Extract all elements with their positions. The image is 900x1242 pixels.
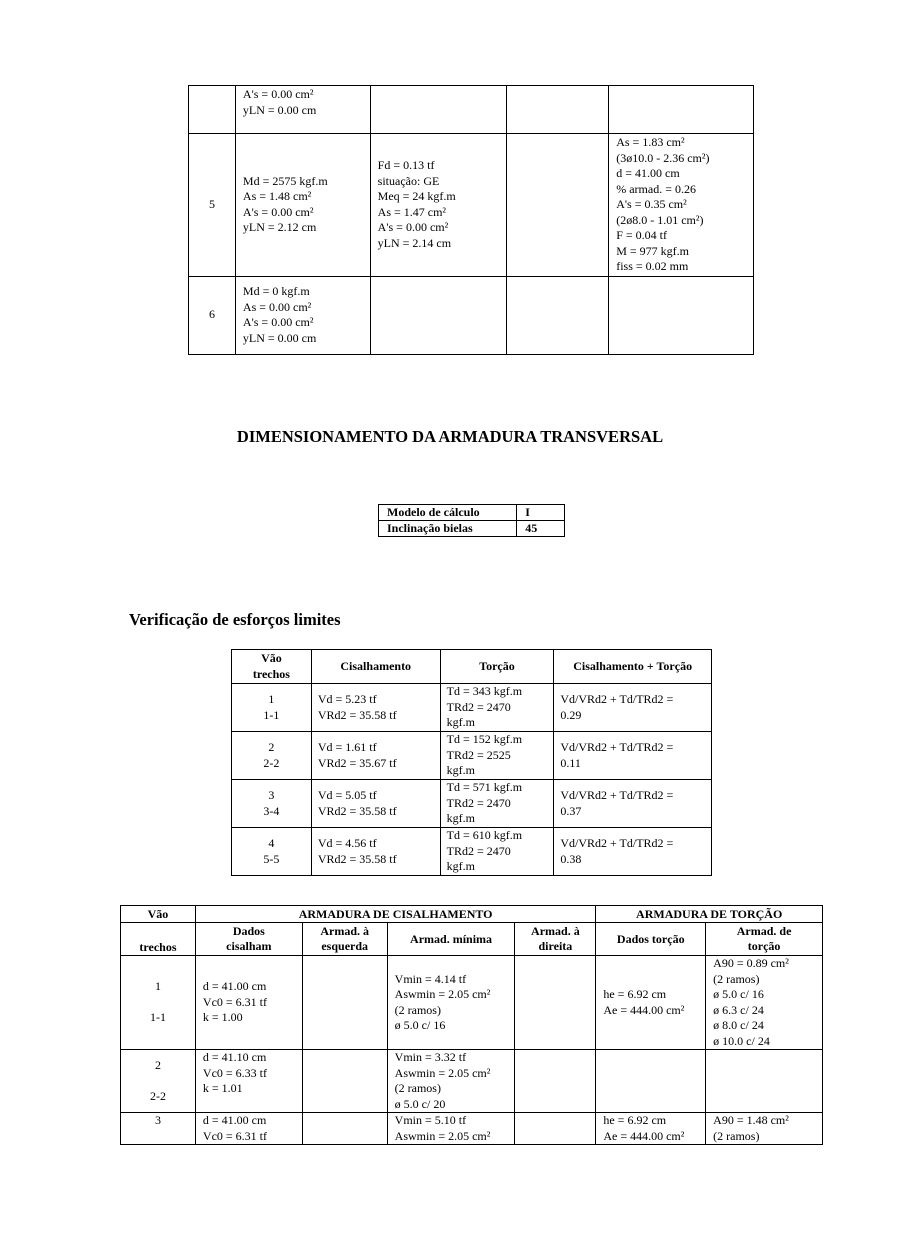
span-header: Vão trechos <box>232 650 312 684</box>
span-header-top: Vão <box>121 906 196 923</box>
table-row <box>379 521 565 537</box>
combined-cell: Vd/VRd2 + Td/TRd2 = 0.11 <box>554 732 712 780</box>
table-row <box>189 134 754 277</box>
table-row <box>232 684 712 732</box>
table-row <box>189 86 754 134</box>
design-moment-cell: A's = 0.00 cm² yLN = 0.00 cm <box>235 86 370 134</box>
limit-forces-table <box>231 649 712 876</box>
torsion-reinf-cell <box>706 1050 823 1113</box>
span-cell: 3 <box>121 1113 196 1145</box>
left-reinf-cell <box>302 1050 387 1113</box>
span-number: 6 <box>189 276 236 354</box>
flexo-compression-cell: Fd = 0.13 tf situação: GE Meq = 24 kgf.m As = 1.47 cm² A's = 0.00 cm² yLN = 2.14 cm <box>370 134 507 277</box>
torsion-reinf-cell: A90 = 1.48 cm² (2 ramos) <box>706 1113 823 1145</box>
strut-angle-value: 45 <box>517 521 565 537</box>
table-row <box>121 1113 823 1145</box>
shear-data-cell: d = 41.00 cm Vc0 = 6.31 tf k = 1.00 <box>195 956 302 1050</box>
combined-cell: Vd/VRd2 + Td/TRd2 = 0.29 <box>554 684 712 732</box>
shear-torsion-reinforcement-table <box>120 905 823 1145</box>
left-reinf-cell <box>302 1113 387 1145</box>
torsion-cell: Td = 343 kgf.m TRd2 = 2470 kgf.m <box>440 684 554 732</box>
model-value: I <box>517 505 565 521</box>
model-table <box>378 504 565 537</box>
shear-cell: Vd = 1.61 tf VRd2 = 35.67 tf <box>311 732 440 780</box>
shear-data-cell: d = 41.00 cm Vc0 = 6.31 tf <box>195 1113 302 1145</box>
design-moment-cell: Md = 2575 kgf.m As = 1.48 cm² A's = 0.00 cm² yLN = 2.12 cm <box>235 134 370 277</box>
span-number: 5 <box>189 134 236 277</box>
reinforcement-cell: As = 1.83 cm² (3ø10.0 - 2.36 cm²) d = 41.00 cm % armad. = 0.26 A's = 0.35 cm² (2ø8.0 - 1.01 cm²) F = 0.04 tf M = 977 kgf.m fiss = 0.02 mm <box>609 134 754 277</box>
span-number <box>189 86 236 134</box>
min-reinf-cell: Vmin = 3.32 tf Aswmin = 2.05 cm² (2 ramos) ø 5.0 c/ 20 <box>387 1050 515 1113</box>
right-reinf-cell <box>515 956 596 1050</box>
torsion-data-cell: he = 6.92 cm Ae = 444.00 cm² <box>596 1113 706 1145</box>
table-row <box>189 276 754 354</box>
torsion-group-header: ARMADURA DE TORÇÃO <box>596 906 823 923</box>
torsion-data-header: Dados torção <box>596 923 706 956</box>
table-row <box>232 732 712 780</box>
torsion-data-cell: he = 6.92 cm Ae = 444.00 cm² <box>596 956 706 1050</box>
torsion-reinf-cell: A90 = 0.89 cm² (2 ramos) ø 5.0 c/ 16 ø 6.3 c/ 24 ø 8.0 c/ 24 ø 10.0 c/ 24 <box>706 956 823 1050</box>
section-title: DIMENSIONAMENTO DA ARMADURA TRANSVERSAL <box>236 427 664 446</box>
flexo-compression-cell <box>370 276 507 354</box>
torsion-cell: Td = 571 kgf.m TRd2 = 2470 kgf.m <box>440 780 554 828</box>
combined-header: Cisalhamento + Torção <box>554 650 712 684</box>
span-header-bottom: trechos <box>121 923 196 956</box>
reinforcement-cell <box>609 86 754 134</box>
torsion-header: Torção <box>440 650 554 684</box>
subheading: Verificação de esforços limites <box>129 610 341 629</box>
span-cell: 2 2-2 <box>232 732 312 780</box>
torsion-reinf-header: Armad. de torção <box>706 923 823 956</box>
torsion-cell: Td = 152 kgf.m TRd2 = 2525 kgf.m <box>440 732 554 780</box>
span-cell: 2 2-2 <box>121 1050 196 1113</box>
min-reinf-cell: Vmin = 5.10 tf Aswmin = 2.05 cm² <box>387 1113 515 1145</box>
reinforcement-cell <box>609 276 754 354</box>
strut-angle-label: Inclinação bielas <box>379 521 517 537</box>
empty-cell <box>507 276 609 354</box>
shear-data-cell: d = 41.10 cm Vc0 = 6.33 tf k = 1.01 <box>195 1050 302 1113</box>
torsion-data-cell <box>596 1050 706 1113</box>
shear-group-header: ARMADURA DE CISALHAMENTO <box>195 906 595 923</box>
flexure-results-table <box>188 85 754 355</box>
flexo-compression-cell <box>370 86 507 134</box>
header-row <box>232 650 712 684</box>
span-cell: 1 1-1 <box>121 956 196 1050</box>
right-reinf-cell <box>515 1113 596 1145</box>
table-row <box>379 505 565 521</box>
model-label: Modelo de cálculo <box>379 505 517 521</box>
left-reinf-cell <box>302 956 387 1050</box>
shear-header: Cisalhamento <box>311 650 440 684</box>
min-reinf-cell: Vmin = 4.14 tf Aswmin = 2.05 cm² (2 ramos) ø 5.0 c/ 16 <box>387 956 515 1050</box>
shear-cell: Vd = 5.23 tf VRd2 = 35.58 tf <box>311 684 440 732</box>
shear-cell: Vd = 5.05 tf VRd2 = 35.58 tf <box>311 780 440 828</box>
right-reinf-header: Armad. à direita <box>515 923 596 956</box>
combined-cell: Vd/VRd2 + Td/TRd2 = 0.37 <box>554 780 712 828</box>
span-cell: 1 1-1 <box>232 684 312 732</box>
sub-header-row <box>121 923 823 956</box>
span-cell: 4 5-5 <box>232 828 312 876</box>
shear-data-header: Dados cisalham <box>195 923 302 956</box>
table-row <box>232 828 712 876</box>
empty-cell <box>507 134 609 277</box>
right-reinf-cell <box>515 1050 596 1113</box>
group-header-row <box>121 906 823 923</box>
table-row <box>121 1050 823 1113</box>
table-row <box>121 956 823 1050</box>
combined-cell: Vd/VRd2 + Td/TRd2 = 0.38 <box>554 828 712 876</box>
table-row <box>232 780 712 828</box>
span-cell: 3 3-4 <box>232 780 312 828</box>
design-moment-cell: Md = 0 kgf.m As = 0.00 cm² A's = 0.00 cm² yLN = 0.00 cm <box>235 276 370 354</box>
min-reinf-header: Armad. mínima <box>387 923 515 956</box>
torsion-cell: Td = 610 kgf.m TRd2 = 2470 kgf.m <box>440 828 554 876</box>
empty-cell <box>507 86 609 134</box>
shear-cell: Vd = 4.56 tf VRd2 = 35.58 tf <box>311 828 440 876</box>
left-reinf-header: Armad. à esquerda <box>302 923 387 956</box>
